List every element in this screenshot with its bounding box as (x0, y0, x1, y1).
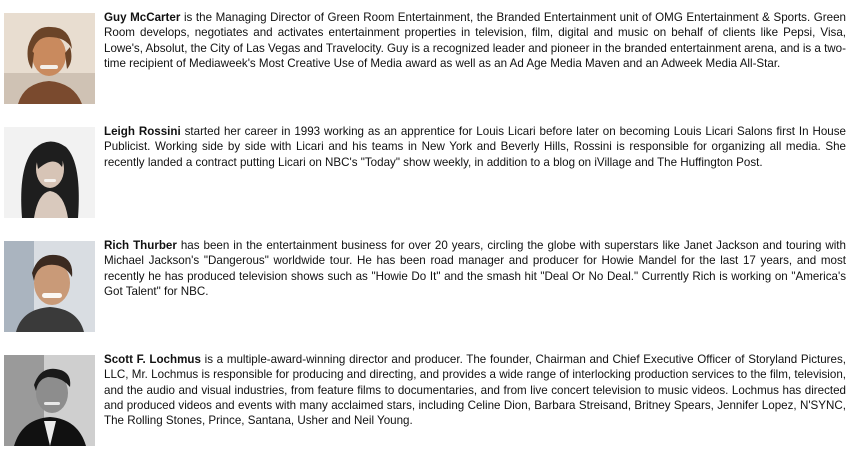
bio-text (104, 124, 846, 170)
headshot-photo (4, 127, 95, 218)
bio-leigh-rossini (4, 127, 847, 218)
bio-name: Rich Thurber (104, 239, 177, 252)
headshot-photo (4, 355, 95, 446)
bio-name: Leigh Rossini (104, 125, 181, 138)
headshot-photo (4, 241, 95, 332)
bio-description: is a multiple-award-winning director and producer. The founder, Chairman and Chief Executive Officer of Storyland Pictures, LLC, Mr. Lochmus is responsible for producing and directing, and provides a wide range of interlocking production services to the film, television, and the audio and visual industries, from feature films to documentaries, and from live concert television to music videos. Lochmus has directed and produced videos and events with many acclaimed stars, including Celine Dion, Barbara Streisand, Britney Spears, Jennifer Lopez, N'SYNC, The Rolling Stones, Prince, Santana, Usher and Neil Young. (104, 353, 846, 428)
bio-description: is the Managing Director of Green Room Entertainment, the Branded Entertainment unit of OMG Entertainment & Sports. Green Room develops, negotiates and activates entertainment properties in television, film, digital and music on behalf of clients like Pepsi, Visa, Lowe's, Absolut, the City of Las Vegas and Travelocity. Guy is a recognized leader and pioneer in the branded entertainment arena, and is a two-time recipient of Mediaweek's Most Creative Use of Media award as well as an Ad Age Media Maven and an Adweek Media All-Star. (104, 11, 846, 70)
bio-description: has been in the entertainment business for over 20 years, circling the globe with superstars like Janet Jackson and touring with Michael Jackson's "Dangerous" worldwide tour. He has been road manager and producer for Howie Mandel for the last 17 years, and most recently he has produced television shows such as "Howie Do It" and the smash hit "Deal Or No Deal." Currently Rich is working on "America's Got Talent" for NBC. (104, 239, 846, 298)
bio-guy-mccarter (4, 13, 847, 104)
headshot-photo (4, 13, 95, 104)
bio-scott-lochmus (4, 355, 847, 446)
bio-rich-thurber (4, 241, 847, 332)
bio-text (104, 238, 846, 299)
bio-text (104, 10, 846, 71)
bio-description: started her career in 1993 working as an apprentice for Louis Licari before later on becoming Louis Licari Salons first In House Publicist. Working side by side with Licari and his teams in New York and Beverly Hills, Rossini is responsible for organizing all media. She recently landed a contract putting Licari on NBC's "Today" show weekly, in addition to a blog on iVillage and The Huffington Post. (104, 125, 846, 169)
bio-text (104, 352, 846, 428)
bio-name: Guy McCarter (104, 11, 181, 24)
bio-name: Scott F. Lochmus (104, 353, 201, 366)
